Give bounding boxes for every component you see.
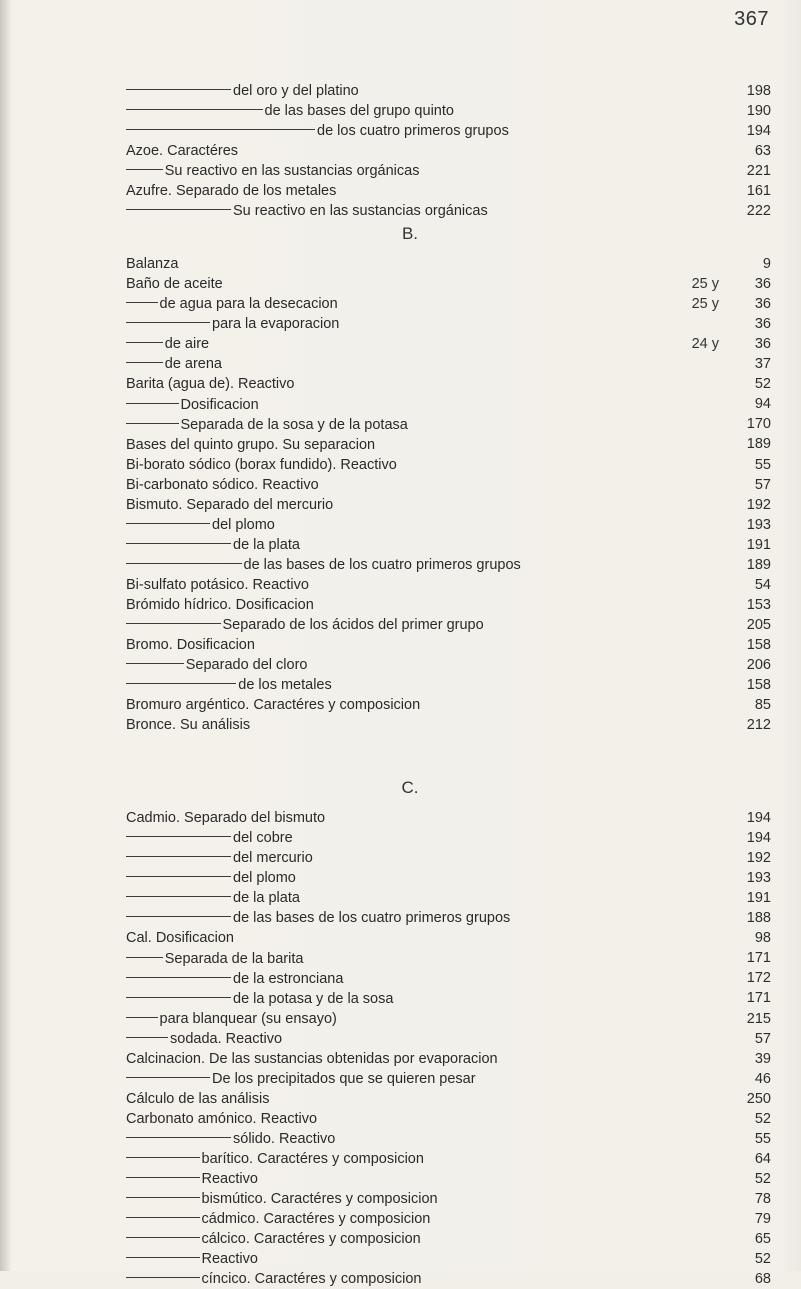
- entry-page-number: 212: [746, 717, 771, 734]
- entry-text: de la plata: [233, 890, 300, 907]
- entry-page-number: 192: [746, 496, 771, 513]
- page-number: 367: [734, 8, 769, 30]
- entry-text: Reactivo: [201, 1171, 258, 1188]
- index-entry: [126, 1189, 771, 1209]
- entry-text: Reactivo: [201, 1251, 258, 1268]
- entry-text: Separado del cloro: [185, 657, 308, 674]
- ditto-dash: [126, 1077, 210, 1078]
- entry-page-number: 79: [754, 1211, 771, 1227]
- entry-text: cíncico. Caractéres y composicion: [201, 1271, 422, 1288]
- entry-page-number: 194: [746, 830, 771, 847]
- section-letter: C.: [401, 778, 419, 797]
- entry-page-number: 172: [746, 970, 771, 987]
- ditto-dash: [126, 543, 231, 544]
- entry-text: Baño de aceite: [126, 276, 223, 293]
- ditto-dash: [126, 836, 231, 837]
- entry-page-number: 171: [746, 950, 771, 967]
- entry-text: barítico. Caractéres y composicion: [201, 1151, 424, 1168]
- ditto-dash: [126, 1237, 200, 1238]
- ditto-dash: [126, 1177, 200, 1178]
- section-letter: B.: [401, 224, 419, 243]
- index-entry: [126, 1109, 771, 1129]
- entry-text: del oro y del platino: [233, 83, 359, 100]
- entry-page-number: 55: [754, 1130, 771, 1147]
- index-entry: [126, 555, 771, 575]
- entry-page-number: 158: [746, 677, 771, 694]
- entry-text: de las bases de los cuatro primeros grupos: [243, 556, 521, 573]
- entry-text: de agua para la desecacion: [159, 296, 338, 313]
- entry-text: Bismuto. Separado del mercurio: [126, 496, 334, 513]
- index-entry: [126, 1029, 771, 1049]
- index-entry: [126, 1009, 771, 1029]
- entry-page-number: 193: [746, 516, 771, 533]
- entry-text: Carbonato amónico. Reactivo: [126, 1110, 318, 1127]
- entry-text: de la potasa y de la sosa: [233, 990, 394, 1007]
- entry-text: Bi-sulfato potásico. Reactivo: [126, 576, 309, 593]
- entry-text: cádmico. Caractéres y composicion: [201, 1211, 431, 1228]
- ditto-dash: [126, 1277, 200, 1278]
- index-entry: [126, 928, 771, 948]
- entry-page-number: 36: [754, 336, 771, 353]
- entry-text: Barita (agua de). Reactivo: [126, 376, 295, 393]
- entry-page-number: 36: [754, 296, 771, 313]
- entry-page-number: 205: [746, 616, 771, 633]
- ditto-dash: [126, 1257, 200, 1258]
- index-entry: [126, 121, 771, 141]
- index-entry: [126, 414, 771, 434]
- entry-text: de arena: [164, 356, 222, 373]
- ditto-dash: [126, 916, 231, 917]
- index-entry: [126, 1069, 771, 1089]
- entry-page-number: 9: [762, 256, 771, 272]
- entry-text: para blanquear (su ensayo): [159, 1010, 337, 1027]
- entry-text: de los cuatro primeros grupos: [317, 123, 509, 140]
- ditto-dash: [126, 1217, 200, 1218]
- index-entry: [126, 455, 771, 475]
- ditto-dash: [126, 957, 163, 958]
- index-entry: [126, 161, 771, 181]
- ditto-dash: [126, 423, 179, 424]
- ditto-dash: [126, 876, 231, 877]
- ditto-dash: [126, 89, 231, 90]
- index-entry: [126, 274, 771, 294]
- ditto-dash: [126, 563, 242, 564]
- index-entry: [126, 1269, 771, 1289]
- entry-text: Bromuro argéntico. Caractéres y composicion: [126, 697, 421, 714]
- index-entry: [126, 1049, 771, 1069]
- index-entry: [126, 595, 771, 615]
- ditto-dash: [126, 109, 263, 110]
- entry-page-number: 161: [746, 183, 771, 200]
- entry-text: de las bases de los cuatro primeros grupos: [233, 910, 511, 927]
- index-entry: [126, 988, 771, 1008]
- ditto-dash: [126, 342, 163, 343]
- entry-text: Cadmio. Separado del bismuto: [126, 810, 326, 827]
- entry-text: de las bases del grupo quinto: [264, 103, 454, 120]
- index-entry: [126, 1229, 771, 1249]
- entry-text: De los precipitados que se quieren pesar: [212, 1070, 476, 1087]
- ditto-dash: [126, 302, 158, 303]
- index-entry: [126, 254, 771, 274]
- entry-text: Cálculo de las análisis: [126, 1090, 270, 1107]
- index-entry: [126, 655, 771, 675]
- entry-page-number: 190: [746, 103, 771, 120]
- index-entry: [126, 888, 771, 908]
- index-entry: [126, 908, 771, 928]
- entry-page-number: 39: [754, 1050, 771, 1067]
- index-entry: [126, 201, 771, 221]
- entry-text: Bi-borato sódico (borax fundido). Reactivo: [126, 456, 397, 473]
- entry-page-number: 85: [754, 697, 771, 714]
- entry-text: Separado de los ácidos del primer grupo: [222, 617, 484, 634]
- ditto-dash: [126, 896, 231, 897]
- entry-text: Azoe. Caractéres: [126, 143, 239, 160]
- index-entry: [126, 475, 771, 495]
- entry-page-number: 198: [746, 83, 771, 99]
- ditto-dash: [126, 1037, 168, 1038]
- entry-text: Dosificacion: [180, 396, 259, 413]
- entry-text: Su reactivo en las sustancias orgánicas: [164, 163, 420, 180]
- index-entry: [126, 1149, 771, 1169]
- entry-text: del plomo: [212, 516, 275, 533]
- page-binding-edge: [0, 0, 10, 1271]
- index-entry: [126, 535, 771, 555]
- index-entry: [126, 1209, 771, 1229]
- index-entry: [126, 615, 771, 635]
- ditto-dash: [126, 1157, 200, 1158]
- index-entry: [126, 1129, 771, 1149]
- index-entry: [126, 808, 771, 828]
- entry-text: del mercurio: [233, 850, 313, 867]
- entry-text: de la plata: [233, 536, 300, 553]
- entry-text: Azufre. Separado de los metales: [126, 183, 337, 200]
- entry-text: cálcico. Caractéres y composicion: [201, 1231, 421, 1248]
- entry-text: de la estronciana: [233, 970, 344, 987]
- index-entry: [126, 828, 771, 848]
- index-entry: [126, 314, 771, 334]
- index-entry: [126, 515, 771, 535]
- entry-text: Calcinacion. De las sustancias obtenidas por evaporacion: [126, 1050, 498, 1067]
- entry-page-number: 222: [746, 203, 771, 220]
- entry-text: sólido. Reactivo: [233, 1130, 336, 1147]
- ditto-dash: [126, 1017, 158, 1018]
- ditto-dash: [126, 623, 221, 624]
- entry-page-number: 221: [746, 163, 771, 180]
- index-entry: [126, 1169, 771, 1189]
- entry-text: Bi-carbonato sódico. Reactivo: [126, 476, 319, 493]
- entry-page-number: 78: [754, 1190, 771, 1207]
- entry-page-number: 98: [754, 930, 771, 947]
- entry-page-number: 215: [746, 1010, 771, 1027]
- index-entry: [126, 675, 771, 695]
- ditto-dash: [126, 129, 315, 130]
- ditto-dash: [126, 169, 163, 170]
- entry-page-number: 206: [746, 657, 771, 673]
- index-entry: [126, 394, 771, 414]
- entry-text: Separada de la sosa y de la potasa: [180, 416, 408, 433]
- index-entry: [126, 1089, 771, 1109]
- entry-text: sodada. Reactivo: [170, 1030, 283, 1047]
- entry-page-number: 94: [754, 396, 771, 413]
- entry-page-number: 63: [754, 143, 771, 160]
- entry-extra-page: 25 y: [691, 296, 719, 313]
- index-entry: [126, 948, 771, 968]
- entry-page-number: 188: [746, 910, 771, 927]
- ditto-dash: [126, 322, 210, 323]
- ditto-dash: [126, 523, 210, 524]
- ditto-dash: [126, 683, 236, 684]
- entry-text: Bronce. Su análisis: [126, 717, 251, 734]
- entry-text: Separada de la barita: [164, 950, 304, 967]
- entry-page-number: 192: [746, 850, 771, 867]
- index-entry: [126, 495, 771, 515]
- entry-page-number: 189: [746, 556, 771, 573]
- entry-page-number: 191: [746, 536, 771, 553]
- entry-page-number: 37: [754, 356, 771, 373]
- ditto-dash: [126, 1137, 231, 1138]
- entry-page-number: 36: [754, 276, 771, 293]
- entry-text: para la evaporacion: [212, 316, 340, 333]
- index-entry: [126, 868, 771, 888]
- index-entry: [126, 354, 771, 374]
- entry-text: Cal. Dosificacion: [126, 930, 234, 947]
- index-entry: [126, 374, 771, 394]
- entry-page-number: 194: [746, 123, 771, 140]
- ditto-dash: [126, 209, 231, 210]
- entry-text: Brómido hídrico. Dosificacion: [126, 597, 314, 614]
- index-entry: [126, 695, 771, 715]
- index-entry: [126, 101, 771, 121]
- index-entry: [126, 81, 771, 101]
- entry-text: Bases del quinto grupo. Su separacion: [126, 436, 376, 453]
- index-entry: [126, 334, 771, 354]
- entry-page-number: 191: [746, 890, 771, 907]
- entry-text: del cobre: [233, 830, 293, 847]
- index-entry: [126, 294, 771, 314]
- entry-text: Bromo. Dosificacion: [126, 637, 255, 654]
- entry-page-number: 57: [754, 1030, 771, 1047]
- entry-page-number: 64: [754, 1150, 771, 1167]
- entry-page-number: 57: [754, 476, 771, 493]
- index-entry: [126, 141, 771, 161]
- entry-page-number: 194: [746, 810, 771, 826]
- entry-extra-page: 24 y: [691, 336, 719, 353]
- entry-text: de aire: [164, 336, 210, 353]
- entry-page-number: 52: [754, 376, 771, 393]
- ditto-dash: [126, 977, 231, 978]
- entry-page-number: 52: [754, 1170, 771, 1187]
- entry-page-number: 189: [746, 436, 771, 453]
- entry-text: Su reactivo en las sustancias orgánicas: [233, 203, 488, 220]
- index-entry: [126, 575, 771, 595]
- entry-page-number: 170: [746, 416, 771, 433]
- ditto-dash: [126, 362, 163, 363]
- entry-page-number: 36: [754, 316, 771, 333]
- index-entry: [126, 635, 771, 655]
- entry-text: del plomo: [233, 870, 296, 887]
- entry-page-number: 46: [754, 1070, 771, 1087]
- ditto-dash: [126, 403, 179, 404]
- index-entry: [126, 181, 771, 201]
- entry-page-number: 250: [746, 1090, 771, 1107]
- index-entry: [126, 434, 771, 454]
- entry-page-number: 158: [746, 636, 771, 653]
- entry-text: Balanza: [126, 256, 179, 273]
- index-entry: [126, 968, 771, 988]
- index-entry: [126, 848, 771, 868]
- entry-page-number: 68: [754, 1271, 771, 1288]
- ditto-dash: [126, 1197, 200, 1198]
- ditto-dash: [126, 856, 231, 857]
- entry-page-number: 55: [754, 456, 771, 473]
- entry-page-number: 171: [746, 990, 771, 1007]
- entry-page-number: 193: [746, 870, 771, 887]
- entry-extra-page: 25 y: [691, 276, 719, 293]
- entry-page-number: 65: [754, 1231, 771, 1248]
- entry-page-number: 153: [746, 596, 771, 613]
- ditto-dash: [126, 663, 184, 664]
- entry-text: bismútico. Caractéres y composicion: [201, 1191, 438, 1208]
- entry-text: de los metales: [238, 677, 332, 694]
- entry-page-number: 52: [754, 1110, 771, 1127]
- ditto-dash: [126, 997, 231, 998]
- entry-page-number: 52: [754, 1251, 771, 1268]
- index-entry: [126, 1249, 771, 1269]
- entry-page-number: 54: [754, 576, 771, 593]
- index-entry: [126, 715, 771, 735]
